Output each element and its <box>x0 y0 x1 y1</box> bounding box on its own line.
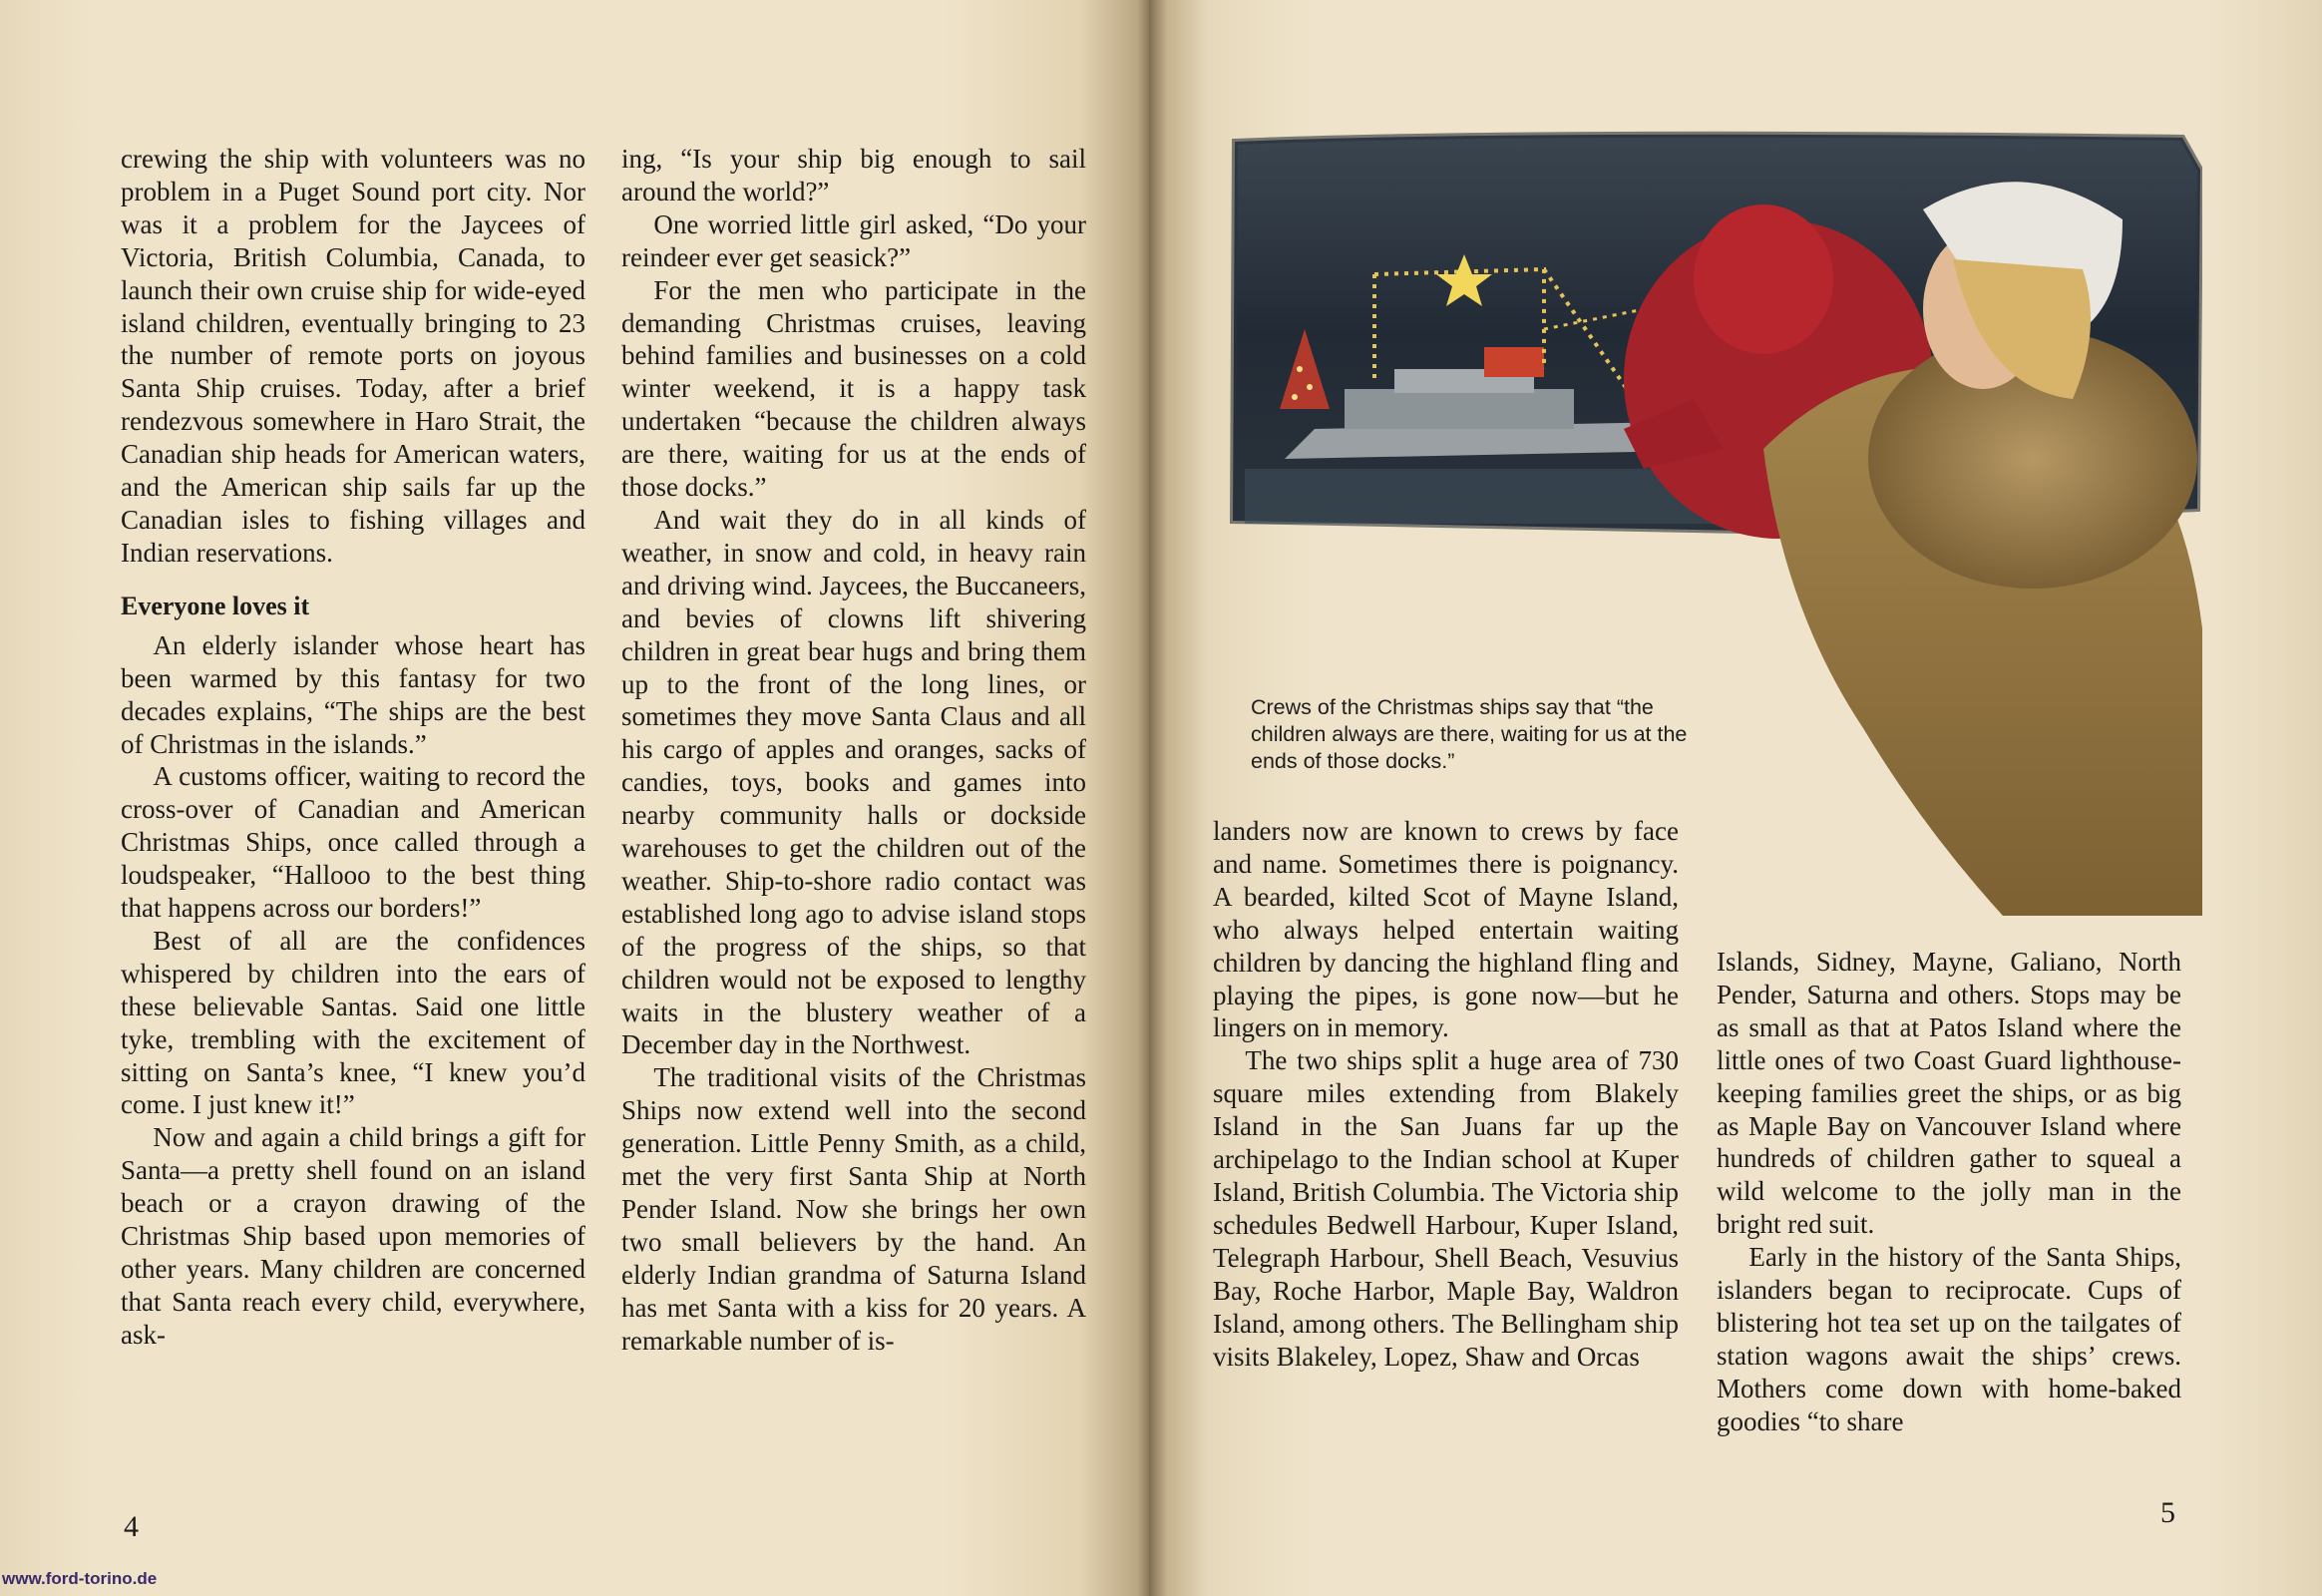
paragraph: The traditional visits of the Christmas Ships now extend well into the second generation. Little Penny Smith, as a child, met the very first Santa Ship at North Pender Island. Now she brings her own two small believers by the hand. An elderly Indian grandma of Saturna Island has met Santa with a kiss for 20 years. A remarkable number of is- <box>621 1062 1086 1356</box>
paragraph: One worried little girl asked, “Do your reindeer ever get seasick?” <box>621 208 1086 272</box>
page-number: 5 <box>2160 1496 2175 1529</box>
paragraph: The two ships split a huge area of 730 square miles extending from Blakely Island in the San Juans far up the archipelago to the Indian school at Kuper Island, British Columbia. The Victoria ship schedules Bedwell Harbour, Kuper Island, Telegraph Harbour, Shell Beach, Vesuvius Bay, Roche Harbor, Maple Bay, Waldron Island, among others. The Bellingham ship visits Blakeley, Lopez, Shaw and Orcas <box>1213 1045 1679 1372</box>
paragraph: crewing the ship with volunteers was no problem in a Puget Sound port city. Nor was it a problem for the Jaycees of Victoria, British Columbia, Canada, to launch their own cruise ship for wide-eyed island children, eventually bringing to 23 the number of remote ports on joyous Santa Ship cruises. Today, after a brief rendezvous somewhere in Haro Strait, the Canadian ship heads for American waters, and the American ship sails far up the Canadian isles to fishing villages and Indian reservations. <box>121 144 585 568</box>
caption-text: Crews of the Christmas ships say that “the children always are there, waiting for us at the ends of those docks.” <box>1251 695 1688 773</box>
paragraph: Islands, Sidney, Mayne, Galiano, North Pender, Saturna and others. Stops may be as small as that at Patos Island where the little ones of two Coast Guard lighthouse-keeping families greet the ships, or as big as Maple Bay on Vancouver Island where hundreds of children gather to squeal a wild welcome to the jolly man in the bright red suit. <box>1717 947 2181 1240</box>
paragraph: And wait they do in all kinds of weather, in snow and cold, in heavy rain and driving wind. Jaycees, the Buccaneers, and bevies of clowns lift shivering children in great bear hugs and bring them up to the front of the long lines, or sometimes they move Santa Claus and all his cargo of apples and oranges, sacks of candies, toys, books and games into nearby community halls or dockside warehouses to get the children out of the weather. Ship-to-shore radio contact was established long ago to advise island stops of the progress of the ships, so that children would not be exposed to lengthy waits in the blustery weather of a December day in the Northwest. <box>621 504 1086 1060</box>
paragraph: An elderly islander whose heart has been warmed by this fantasy for two decades explains, “The ships are the best of Christmas in the islands.” <box>121 629 585 759</box>
paragraph: landers now are known to crews by face and name. Sometimes there is poignancy. A bearded, kilted Scot of Mayne Island, who always helped entertain waiting children by dancing the highland fling and playing the pipes, is gone now—but he lingers on in memory. <box>1213 816 1679 1043</box>
left-column-2 <box>621 143 1086 1358</box>
right-column-1 <box>1213 815 1679 1373</box>
section-heading: Everyone loves it <box>121 591 310 620</box>
paragraph: A customs officer, waiting to record the cross-over of Canadian and American Christmas Ships, once called through a loudspeaker, “Hallooo to the best thing that happens across our borders!” <box>121 761 585 924</box>
paragraph: For the men who participate in the demanding Christmas cruises, leaving behind families and businesses on a cold winter weekend, it is a happy task undertaken “because the children always are there, waiting for us at the ends of those docks.” <box>621 274 1086 503</box>
christmas-ship-illustration <box>1225 130 2202 916</box>
illustration-caption <box>1251 694 1710 775</box>
left-column-1 <box>121 143 585 1352</box>
paragraph: Best of all are the confidences whispered by children into the ears of these believable Santas. Said one little tyke, trembling with the excitement of sitting on Santa’s knee, “I knew you’d come. I just knew it!” <box>121 925 585 1120</box>
page-number: 4 <box>124 1510 139 1543</box>
right-column-2 <box>1717 946 2181 1438</box>
paragraph: Early in the history of the Santa Ships, islanders began to reciprocate. Cups of blistering hot tea set up on the tailgates of station wagons await the ships’ crews. Mothers come down with home-baked goodies “to share <box>1717 1242 2181 1436</box>
paragraph: ing, “Is your ship big enough to sail around the world?” <box>621 144 1086 206</box>
left-page <box>0 0 1149 1596</box>
paragraph: Now and again a child brings a gift for Santa—a pretty shell found on an island beach or a crayon drawing of the Christmas Ship based upon memories of other years. Many children are concerned that Santa reach every child, everywhere, ask- <box>121 1122 585 1350</box>
website-watermark: www.ford-torino.de <box>2 1569 158 1588</box>
